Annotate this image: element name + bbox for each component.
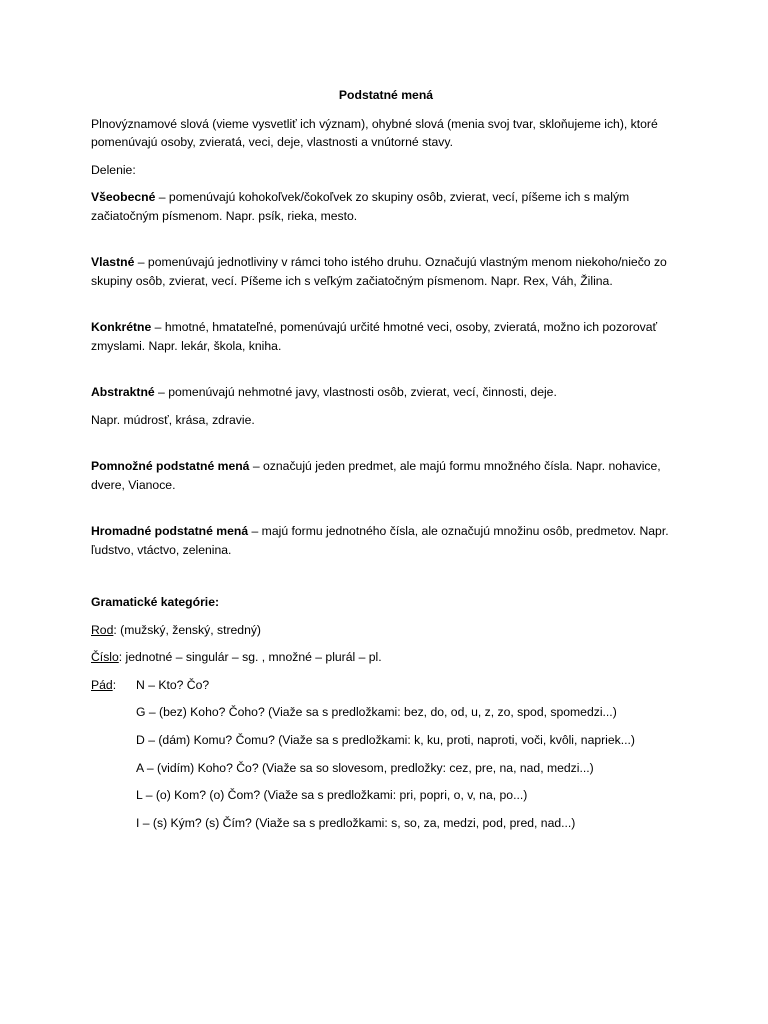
case-row [91, 814, 681, 833]
case-label: Pád: [91, 677, 117, 692]
case-row [91, 703, 681, 722]
division-label: Delenie: [91, 162, 136, 177]
gender-text: : (mužský, ženský, stredný) [113, 622, 261, 637]
section-text: – pomenúvajú nehmotné javy, vlastnosti osôb, zvierat, vecí, činnosti, deje. [154, 385, 557, 399]
case-row [91, 731, 681, 750]
section-term: Vlastné [91, 255, 135, 269]
case-nominative: N – Kto? Čo? [136, 677, 210, 692]
section-text: – označujú jeden predmet, ale majú formu množného čísla. Napr. nohavice, dvere, Vianoce. [91, 459, 661, 492]
section-term: Všeobecné [91, 190, 156, 204]
section-term: Konkrétne [91, 320, 152, 334]
grammar-heading: Gramatické kategórie: [91, 595, 220, 609]
section-term: Abstraktné [91, 385, 155, 399]
section-text: – majú formu jednotného čísla, ale označujú množinu osôb, predmetov. Napr. ľudstvo, vtáctvo, zelenina. [91, 524, 669, 557]
case-row [91, 676, 681, 695]
section-text: – hmotné, hmatateľné, pomenúvajú určité hmotné veci, osoby, zvieratá, možno ich pozorovať zmyslami. Napr. lekár, škola, kniha. [91, 320, 658, 353]
page-title: Podstatné mená [338, 88, 434, 102]
number-text: : jednotné – singulár – sg. , množné – plurál – pl. [118, 650, 382, 664]
grammar-number [91, 648, 681, 667]
case-genitive: G – (bez) Koho? Čoho? (Viaže sa s predložkami: bez, do, od, u, z, zo, spod, spomedzi...) [136, 705, 617, 720]
section-konkretne [91, 318, 681, 355]
document-body [91, 86, 681, 842]
section-text: – pomenúvajú kohokoľvek/čokoľvek zo skupiny osôb, zvierat, vecí, píšeme ich s malým začiatočným písmenom. Napr. psík, rieka, mesto. [91, 190, 630, 223]
gender-label: Rod [91, 622, 114, 637]
section-term: Pomnožné podstatné mená [91, 459, 250, 473]
case-row [91, 786, 681, 805]
grammar-cases [91, 676, 681, 833]
section-hromadne [91, 522, 681, 559]
section-vseobecne [91, 188, 681, 225]
section-abstraktne [91, 383, 681, 402]
section-vlastne [91, 253, 681, 290]
grammar-gender [91, 621, 681, 640]
intro-paragraph: Plnovýznamové slová (vieme vysvetliť ich význam), ohybné slová (menia svoj tvar, skloňujeme ich), ktoré pomenúvajú osoby, zvieratá, veci, deje, vlastnosti a vnútorné stavy. [91, 116, 658, 149]
case-instrumental: I – (s) Kým? (s) Čím? (Viaže sa s predložkami: s, so, za, medzi, pod, pred, nad...) [136, 815, 576, 830]
case-dative: D – (dám) Komu? Čomu? (Viaže sa s predložkami: k, ku, proti, naproti, voči, kvôli, napriek...) [136, 732, 635, 747]
number-label: Číslo [91, 650, 119, 664]
section-abstraktne-example: Napr. múdrosť, krása, zdravie. [91, 412, 255, 427]
case-locative: L – (o) Kom? (o) Čom? (Viaže sa s predložkami: pri, popri, o, v, na, po...) [136, 788, 528, 803]
section-text: – pomenúvajú jednotliviny v rámci toho istého druhu. Označujú vlastným menom niekoho/niečo zo skupiny osôb, zvierat, vecí. Píšeme ich s veľkým začiatočným písmenom. Napr. Rex, Váh, Žilina. [91, 255, 667, 288]
section-pomnozne [91, 457, 681, 494]
case-row [91, 759, 681, 778]
case-accusative: A – (vidím) Koho? Čo? (Viaže sa so slovesom, predložky: cez, pre, na, nad, medzi...) [136, 760, 594, 775]
section-term: Hromadné podstatné mená [91, 524, 249, 538]
